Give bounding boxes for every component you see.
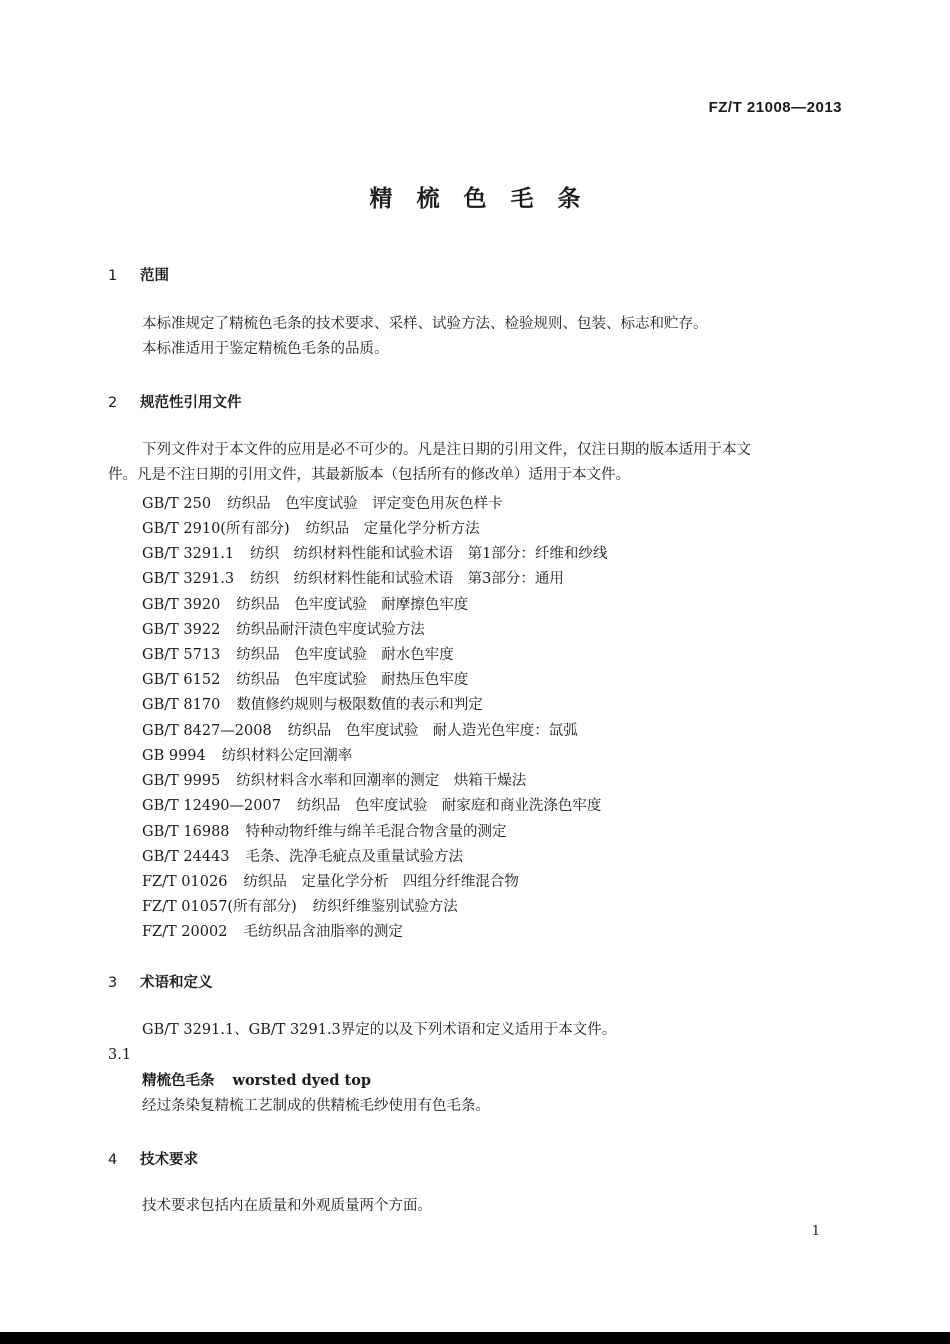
reference-item bbox=[142, 643, 454, 664]
reference-code: FZ/T 01057(所有部分) bbox=[142, 899, 297, 915]
reference-code: GB/T 6152 bbox=[142, 672, 221, 688]
reference-code: GB/T 3922 bbox=[142, 622, 221, 638]
reference-title: 毛条、洗净毛疵点及重量试验方法 bbox=[245, 849, 464, 865]
reference-item bbox=[142, 593, 468, 614]
reference-item bbox=[142, 845, 463, 866]
reference-code: GB 9994 bbox=[142, 748, 206, 764]
term-definition: 经过条染复精梳工艺制成的供精梳毛纱使用有色毛条。 bbox=[142, 1098, 490, 1114]
paragraph: GB/T 3291.1、GB/T 3291.3界定的以及下列术语和定义适用于本文件。 bbox=[142, 1022, 617, 1038]
reference-code: GB/T 12490—2007 bbox=[142, 798, 281, 814]
section-title: 术语和定义 bbox=[140, 975, 213, 991]
term-entry bbox=[142, 1068, 371, 1094]
section-title: 范围 bbox=[140, 268, 169, 284]
reference-title: 数值修约规则与极限数值的表示和判定 bbox=[236, 697, 483, 713]
reference-title: 纺织品 色牢度试验 耐家庭和商业洗涤色牢度 bbox=[296, 798, 602, 814]
paragraph: 技术要求包括内在质量和外观质量两个方面。 bbox=[142, 1198, 432, 1214]
reference-item bbox=[142, 567, 564, 588]
section-title: 技术要求 bbox=[140, 1152, 198, 1168]
reference-code: GB/T 250 bbox=[142, 496, 212, 512]
reference-code: GB/T 9995 bbox=[142, 773, 221, 789]
section-number: 3 bbox=[108, 975, 118, 991]
reference-item bbox=[142, 668, 468, 689]
section-4-heading bbox=[108, 1148, 198, 1169]
section-number: 1 bbox=[108, 268, 118, 284]
reference-code: GB/T 5713 bbox=[142, 647, 221, 663]
term-chinese: 精梳色毛条 bbox=[142, 1073, 215, 1089]
reference-title: 纺织材料含水率和回潮率的测定 烘箱干燥法 bbox=[236, 773, 527, 789]
reference-title: 纺织品 定量化学分析方法 bbox=[305, 521, 480, 537]
reference-title: 特种动物纤维与绵羊毛混合物含量的测定 bbox=[245, 824, 507, 840]
term-number: 3.1 bbox=[108, 1047, 132, 1063]
reference-title: 纺织 纺织材料性能和试验术语 第3部分：通用 bbox=[250, 571, 564, 587]
reference-title: 纺织品 色牢度试验 耐热压色牢度 bbox=[236, 672, 469, 688]
paragraph: 本标准适用于鉴定精梳色毛条的品质。 bbox=[142, 341, 389, 357]
reference-title: 毛纺织品含油脂率的测定 bbox=[243, 924, 403, 940]
reference-item bbox=[142, 794, 601, 815]
reference-item bbox=[142, 618, 425, 639]
reference-code: GB/T 16988 bbox=[142, 824, 230, 840]
section-1-heading bbox=[108, 264, 169, 285]
reference-title: 纺织 纺织材料性能和试验术语 第1部分：纤维和纱线 bbox=[250, 546, 608, 562]
reference-code: GB/T 8427—2008 bbox=[142, 723, 272, 739]
reference-title: 纺织品 色牢度试验 耐人造光色牢度：氙弧 bbox=[287, 723, 578, 739]
reference-title: 纺织材料公定回潮率 bbox=[221, 748, 353, 764]
reference-code: GB/T 2910(所有部分) bbox=[142, 521, 290, 537]
reference-item bbox=[142, 719, 578, 740]
paragraph: 下列文件对于本文件的应用是必不可少的。凡是注日期的引用文件，仅注日期的版本适用于本文 bbox=[142, 442, 751, 458]
reference-item bbox=[142, 492, 503, 513]
paragraph: 本标准规定了精梳色毛条的技术要求、采样、试验方法、检验规则、包装、标志和贮存。 bbox=[142, 316, 708, 332]
reference-item bbox=[142, 693, 483, 714]
section-number: 4 bbox=[108, 1152, 118, 1168]
section-2-heading bbox=[108, 391, 242, 412]
paragraph: 件。凡是不注日期的引用文件，其最新版本（包括所有的修改单）适用于本文件。 bbox=[108, 467, 630, 483]
reference-item bbox=[142, 744, 352, 765]
reference-item bbox=[142, 920, 403, 941]
section-3-heading bbox=[108, 971, 213, 992]
reference-item bbox=[142, 870, 519, 891]
reference-code: FZ/T 01026 bbox=[142, 874, 228, 890]
reference-item bbox=[142, 542, 607, 563]
standard-number: FZ/T 21008—2013 bbox=[708, 99, 842, 116]
reference-title: 纺织品 色牢度试验 耐摩擦色牢度 bbox=[236, 597, 469, 613]
reference-code: GB/T 3920 bbox=[142, 597, 221, 613]
reference-title: 纺织品 定量化学分析 四组分纤维混合物 bbox=[243, 874, 519, 890]
reference-code: GB/T 3291.3 bbox=[142, 571, 235, 587]
reference-item bbox=[142, 769, 526, 790]
reference-item bbox=[142, 895, 458, 916]
reference-item bbox=[142, 517, 480, 538]
reference-item bbox=[142, 820, 507, 841]
reference-title: 纺织品耐汗渍色牢度试验方法 bbox=[236, 622, 425, 638]
reference-title: 纺织品 色牢度试验 耐水色牢度 bbox=[236, 647, 454, 663]
document-title: 精梳色毛条 bbox=[369, 186, 605, 212]
page-number: 1 bbox=[811, 1224, 820, 1239]
reference-code: GB/T 24443 bbox=[142, 849, 230, 865]
bottom-border bbox=[0, 1332, 950, 1344]
section-title: 规范性引用文件 bbox=[140, 395, 242, 411]
term-english: worsted dyed top bbox=[232, 1072, 372, 1089]
reference-title: 纺织品 色牢度试验 评定变色用灰色样卡 bbox=[227, 496, 503, 512]
reference-code: GB/T 3291.1 bbox=[142, 546, 235, 562]
reference-code: FZ/T 20002 bbox=[142, 924, 228, 940]
section-number: 2 bbox=[108, 395, 118, 411]
reference-title: 纺织纤维鉴别试验方法 bbox=[312, 899, 458, 915]
reference-code: GB/T 8170 bbox=[142, 697, 221, 713]
